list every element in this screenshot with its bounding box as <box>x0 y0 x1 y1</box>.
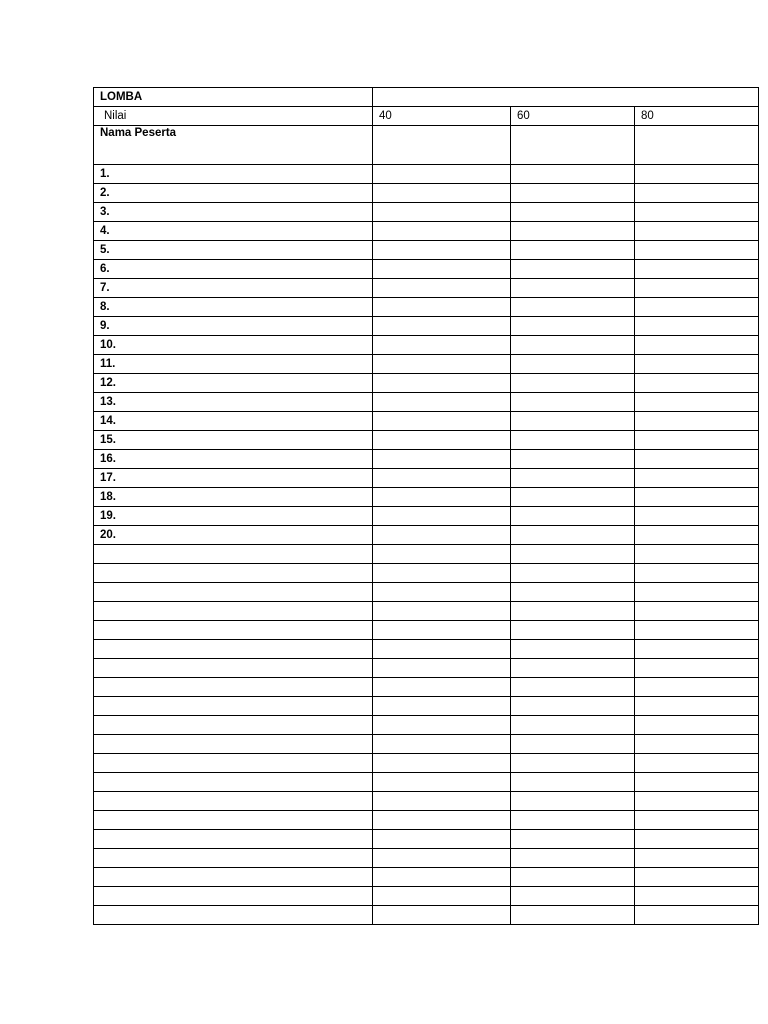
score-input-cell[interactable] <box>511 659 635 678</box>
participant-name-cell[interactable] <box>94 336 373 355</box>
score-input-cell[interactable] <box>373 203 511 222</box>
score-input-cell[interactable] <box>635 849 759 868</box>
score-input-cell[interactable] <box>373 697 511 716</box>
score-input-cell[interactable] <box>635 355 759 374</box>
empty-row <box>94 735 759 754</box>
score-input-cell[interactable] <box>635 735 759 754</box>
score-input-cell[interactable] <box>511 754 635 773</box>
participant-row <box>94 431 759 450</box>
score-input-cell[interactable] <box>373 887 511 906</box>
participant-number: 2. <box>100 187 110 199</box>
empty-row <box>94 564 759 583</box>
score-input-cell[interactable] <box>373 792 511 811</box>
score-input-cell[interactable] <box>373 735 511 754</box>
name-header: Nama Peserta <box>100 127 177 139</box>
empty-row <box>94 868 759 887</box>
score-input-cell[interactable] <box>635 260 759 279</box>
score-input-cell[interactable] <box>373 222 511 241</box>
score-input-cell[interactable] <box>373 298 511 317</box>
participant-number: 8. <box>100 301 110 313</box>
participant-row <box>94 279 759 298</box>
score-input-cell[interactable] <box>373 317 511 336</box>
score-input-cell[interactable] <box>511 564 635 583</box>
score-input-cell[interactable] <box>511 241 635 260</box>
score-input-cell[interactable] <box>511 716 635 735</box>
empty-name-cell[interactable] <box>94 849 373 868</box>
empty-name-cell[interactable] <box>94 754 373 773</box>
empty-name-cell[interactable] <box>94 697 373 716</box>
score-input-cell[interactable] <box>373 526 511 545</box>
empty-name-cell[interactable] <box>94 602 373 621</box>
participant-number: 7. <box>100 282 110 294</box>
participant-number: 20. <box>100 529 116 541</box>
empty-name-cell[interactable] <box>94 640 373 659</box>
score-input-cell[interactable] <box>635 374 759 393</box>
score-input-cell[interactable] <box>511 906 635 925</box>
participant-name-cell[interactable] <box>94 165 373 184</box>
score-input-cell[interactable] <box>373 811 511 830</box>
score-input-cell[interactable] <box>635 336 759 355</box>
score-input-cell[interactable] <box>635 868 759 887</box>
empty-row <box>94 792 759 811</box>
score-input-cell[interactable] <box>373 678 511 697</box>
score-input-cell[interactable] <box>511 640 635 659</box>
score-input-cell[interactable] <box>635 697 759 716</box>
empty-row <box>94 640 759 659</box>
participant-row <box>94 241 759 260</box>
empty-row <box>94 849 759 868</box>
score-input-cell[interactable] <box>511 203 635 222</box>
participant-number: 17. <box>100 472 116 484</box>
participant-row <box>94 298 759 317</box>
score-input-cell[interactable] <box>511 488 635 507</box>
score-input-cell[interactable] <box>373 906 511 925</box>
participant-row <box>94 317 759 336</box>
participant-name-cell[interactable] <box>94 488 373 507</box>
score-input-cell[interactable] <box>511 735 635 754</box>
participant-row <box>94 165 759 184</box>
participant-number: 9. <box>100 320 110 332</box>
empty-name-cell[interactable] <box>94 830 373 849</box>
empty-row <box>94 602 759 621</box>
participant-name-cell[interactable] <box>94 260 373 279</box>
score-input-cell[interactable] <box>511 811 635 830</box>
score-input-cell[interactable] <box>511 260 635 279</box>
participant-row <box>94 374 759 393</box>
score-input-cell[interactable] <box>373 640 511 659</box>
score-input-cell[interactable] <box>511 374 635 393</box>
participant-number: 5. <box>100 244 110 256</box>
score-input-cell[interactable] <box>635 602 759 621</box>
participant-number: 18. <box>100 491 116 503</box>
score-input-cell[interactable] <box>373 450 511 469</box>
empty-row <box>94 583 759 602</box>
score-input-cell[interactable] <box>511 469 635 488</box>
score-input-cell[interactable] <box>373 621 511 640</box>
title-label-cell <box>94 88 373 107</box>
score-label-cell <box>94 107 373 126</box>
score-input-cell[interactable] <box>635 773 759 792</box>
score-column-cell <box>511 107 635 126</box>
score-input-cell[interactable] <box>373 564 511 583</box>
score-input-cell[interactable] <box>373 545 511 564</box>
score-input-cell[interactable] <box>635 830 759 849</box>
score-input-cell[interactable] <box>511 678 635 697</box>
empty-name-cell[interactable] <box>94 906 373 925</box>
participant-row <box>94 355 759 374</box>
participant-row <box>94 526 759 545</box>
participant-name-cell[interactable] <box>94 279 373 298</box>
score-input-cell[interactable] <box>635 545 759 564</box>
score-column-cell <box>373 107 511 126</box>
score-input-cell[interactable] <box>511 507 635 526</box>
score-input-cell[interactable] <box>511 393 635 412</box>
empty-row <box>94 811 759 830</box>
participant-name-cell[interactable] <box>94 184 373 203</box>
participant-name-cell[interactable] <box>94 431 373 450</box>
participant-number: 16. <box>100 453 116 465</box>
score-sheet-body <box>94 88 759 925</box>
participant-row <box>94 260 759 279</box>
participant-name-cell[interactable] <box>94 526 373 545</box>
score-input-cell[interactable] <box>511 298 635 317</box>
score-input-cell[interactable] <box>511 222 635 241</box>
empty-row <box>94 887 759 906</box>
participant-number: 15. <box>100 434 116 446</box>
score-input-cell[interactable] <box>635 165 759 184</box>
participant-name-cell[interactable] <box>94 355 373 374</box>
score-input-cell[interactable] <box>373 336 511 355</box>
score-input-cell[interactable] <box>373 355 511 374</box>
score-input-cell[interactable] <box>635 450 759 469</box>
empty-row <box>94 754 759 773</box>
score-input-cell[interactable] <box>511 526 635 545</box>
score-input-cell[interactable] <box>373 431 511 450</box>
score-input-cell[interactable] <box>373 469 511 488</box>
score-column-label: 60 <box>517 110 530 122</box>
participant-number: 13. <box>100 396 116 408</box>
score-input-cell[interactable] <box>635 507 759 526</box>
participant-number: 6. <box>100 263 110 275</box>
score-input-cell[interactable] <box>635 469 759 488</box>
participant-number: 11. <box>100 358 116 370</box>
score-input-cell[interactable] <box>373 184 511 203</box>
empty-row <box>94 830 759 849</box>
empty-row <box>94 697 759 716</box>
participant-row <box>94 393 759 412</box>
score-input-cell[interactable] <box>635 393 759 412</box>
empty-name-cell[interactable] <box>94 773 373 792</box>
score-input-cell[interactable] <box>373 507 511 526</box>
score-input-cell[interactable] <box>635 564 759 583</box>
participant-number: 10. <box>100 339 116 351</box>
score-input-cell[interactable] <box>635 298 759 317</box>
score-input-cell[interactable] <box>373 241 511 260</box>
score-input-cell[interactable] <box>635 716 759 735</box>
participant-number: 3. <box>100 206 110 218</box>
score-input-cell[interactable] <box>635 412 759 431</box>
score-input-cell[interactable] <box>635 203 759 222</box>
score-input-cell[interactable] <box>511 602 635 621</box>
participant-row <box>94 222 759 241</box>
score-input-cell[interactable] <box>635 659 759 678</box>
empty-row <box>94 659 759 678</box>
score-input-cell[interactable] <box>635 222 759 241</box>
empty-name-cell[interactable] <box>94 735 373 754</box>
score-input-cell[interactable] <box>635 621 759 640</box>
score-input-cell[interactable] <box>373 488 511 507</box>
empty-row <box>94 773 759 792</box>
participant-name-cell[interactable] <box>94 222 373 241</box>
empty-name-cell[interactable] <box>94 716 373 735</box>
participant-number: 12. <box>100 377 116 389</box>
score-input-cell[interactable] <box>511 279 635 298</box>
score-input-cell[interactable] <box>373 165 511 184</box>
empty-row <box>94 716 759 735</box>
participant-row <box>94 469 759 488</box>
score-input-cell[interactable] <box>511 317 635 336</box>
score-input-cell[interactable] <box>635 431 759 450</box>
score-input-cell[interactable] <box>511 450 635 469</box>
empty-name-cell[interactable] <box>94 868 373 887</box>
participant-row <box>94 203 759 222</box>
score-input-cell[interactable] <box>373 716 511 735</box>
participant-number: 1. <box>100 168 110 180</box>
score-input-cell[interactable] <box>635 640 759 659</box>
score-input-cell[interactable] <box>635 184 759 203</box>
score-input-cell[interactable] <box>373 279 511 298</box>
score-input-cell[interactable] <box>373 126 511 165</box>
empty-name-cell[interactable] <box>94 621 373 640</box>
score-input-cell[interactable] <box>511 165 635 184</box>
participant-name-cell[interactable] <box>94 412 373 431</box>
score-input-cell[interactable] <box>511 126 635 165</box>
score-input-cell[interactable] <box>511 431 635 450</box>
participant-name-cell[interactable] <box>94 374 373 393</box>
title-label: LOMBA <box>100 91 143 103</box>
score-input-cell[interactable] <box>635 317 759 336</box>
score-input-cell[interactable] <box>635 126 759 165</box>
score-input-cell[interactable] <box>511 773 635 792</box>
score-input-cell[interactable] <box>373 260 511 279</box>
score-input-cell[interactable] <box>511 355 635 374</box>
empty-name-cell[interactable] <box>94 792 373 811</box>
empty-name-cell[interactable] <box>94 678 373 697</box>
participant-name-cell[interactable] <box>94 203 373 222</box>
score-header-row <box>94 107 759 126</box>
score-input-cell[interactable] <box>511 184 635 203</box>
title-value-cell[interactable] <box>373 88 759 107</box>
participant-number: 14. <box>100 415 116 427</box>
score-input-cell[interactable] <box>373 412 511 431</box>
name-header-row <box>94 126 759 165</box>
empty-row <box>94 621 759 640</box>
score-input-cell[interactable] <box>511 583 635 602</box>
score-input-cell[interactable] <box>511 621 635 640</box>
participant-name-cell[interactable] <box>94 298 373 317</box>
participant-name-cell[interactable] <box>94 450 373 469</box>
score-column-cell <box>635 107 759 126</box>
score-input-cell[interactable] <box>511 412 635 431</box>
score-input-cell[interactable] <box>635 811 759 830</box>
score-input-cell[interactable] <box>635 241 759 260</box>
score-input-cell[interactable] <box>511 830 635 849</box>
participant-row <box>94 412 759 431</box>
score-input-cell[interactable] <box>373 868 511 887</box>
score-input-cell[interactable] <box>373 773 511 792</box>
score-input-cell[interactable] <box>511 336 635 355</box>
score-input-cell[interactable] <box>373 393 511 412</box>
score-input-cell[interactable] <box>373 602 511 621</box>
empty-name-cell[interactable] <box>94 659 373 678</box>
empty-name-cell[interactable] <box>94 583 373 602</box>
score-input-cell[interactable] <box>373 659 511 678</box>
empty-name-cell[interactable] <box>94 545 373 564</box>
score-input-cell[interactable] <box>373 754 511 773</box>
score-column-label: 80 <box>641 110 654 122</box>
empty-name-cell[interactable] <box>94 811 373 830</box>
score-input-cell[interactable] <box>373 374 511 393</box>
score-input-cell[interactable] <box>635 526 759 545</box>
empty-row <box>94 906 759 925</box>
score-input-cell[interactable] <box>511 545 635 564</box>
score-input-cell[interactable] <box>635 488 759 507</box>
score-column-label: 40 <box>379 110 392 122</box>
score-input-cell[interactable] <box>511 887 635 906</box>
participant-row <box>94 450 759 469</box>
participant-name-cell[interactable] <box>94 469 373 488</box>
empty-name-cell[interactable] <box>94 887 373 906</box>
empty-row <box>94 545 759 564</box>
score-input-cell[interactable] <box>635 792 759 811</box>
score-input-cell[interactable] <box>635 678 759 697</box>
score-input-cell[interactable] <box>635 583 759 602</box>
participant-number: 19. <box>100 510 116 522</box>
participant-number: 4. <box>100 225 110 237</box>
score-input-cell[interactable] <box>373 830 511 849</box>
participant-row <box>94 507 759 526</box>
participant-row <box>94 184 759 203</box>
score-input-cell[interactable] <box>635 887 759 906</box>
score-input-cell[interactable] <box>511 868 635 887</box>
participant-name-cell[interactable] <box>94 241 373 260</box>
title-row <box>94 88 759 107</box>
score-input-cell[interactable] <box>635 906 759 925</box>
participant-row <box>94 488 759 507</box>
participant-name-cell[interactable] <box>94 317 373 336</box>
score-input-cell[interactable] <box>635 279 759 298</box>
score-input-cell[interactable] <box>511 792 635 811</box>
score-input-cell[interactable] <box>373 583 511 602</box>
name-header-cell <box>94 126 373 165</box>
score-input-cell[interactable] <box>511 849 635 868</box>
score-input-cell[interactable] <box>373 849 511 868</box>
score-input-cell[interactable] <box>511 697 635 716</box>
participant-row <box>94 336 759 355</box>
participant-name-cell[interactable] <box>94 507 373 526</box>
score-sheet-table <box>93 87 759 925</box>
empty-row <box>94 678 759 697</box>
score-input-cell[interactable] <box>635 754 759 773</box>
score-label: Nilai <box>104 110 127 122</box>
empty-name-cell[interactable] <box>94 564 373 583</box>
participant-name-cell[interactable] <box>94 393 373 412</box>
